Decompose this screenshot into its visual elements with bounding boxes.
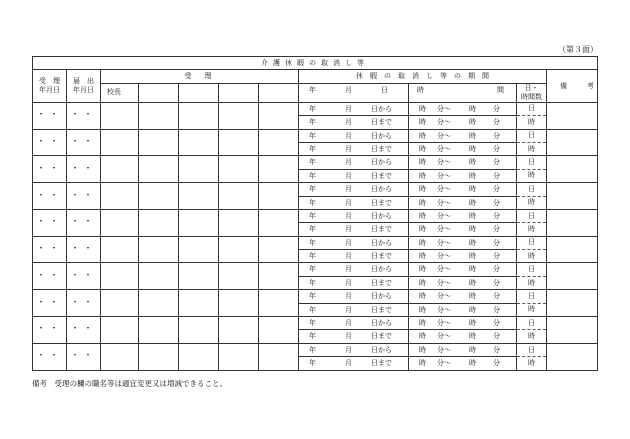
period-time-to: 時 分～ 時 分 xyxy=(409,250,517,263)
period-date-from: 年 月 日から xyxy=(299,183,409,196)
period-date-to: 年 月 日まで xyxy=(299,196,409,209)
period-date-to: 年 月 日まで xyxy=(299,169,409,182)
receipt-date-header: 受 理 年月日 xyxy=(33,70,67,102)
remarks-cell[interactable] xyxy=(547,317,598,344)
record-row-from xyxy=(33,183,598,196)
period-date-from: 年 月 日から xyxy=(299,156,409,169)
receipt-date-cell[interactable]: ・・ xyxy=(33,102,67,129)
receipt-blank-3 xyxy=(219,83,259,102)
receipt-cell-3[interactable] xyxy=(219,156,259,183)
period-date-from: 年 月 日から xyxy=(299,236,409,249)
principal-cell[interactable] xyxy=(101,343,139,370)
principal-cell[interactable] xyxy=(101,156,139,183)
period-time-to: 時 分～ 時 分 xyxy=(409,357,517,370)
remarks-cell[interactable] xyxy=(547,263,598,290)
period-time-from: 時 分～ 時 分 xyxy=(409,263,517,276)
period-date-from: 年 月 日から xyxy=(299,102,409,115)
period-date-to: 年 月 日まで xyxy=(299,357,409,370)
receipt-cell-3[interactable] xyxy=(219,263,259,290)
receipt-cell-3[interactable] xyxy=(219,129,259,156)
period-date-from: 年 月 日から xyxy=(299,343,409,356)
period-time-to: 時 分～ 時 分 xyxy=(409,330,517,343)
hours-cell[interactable]: 時 xyxy=(517,142,547,155)
receipt-cell-2[interactable] xyxy=(179,183,219,210)
receipt-cell-1[interactable] xyxy=(139,317,179,344)
period-time-to: 時 分～ 時 分 xyxy=(409,142,517,155)
receipt-cell-1[interactable] xyxy=(139,263,179,290)
receipt-cell-1[interactable] xyxy=(139,236,179,263)
receipt-cell-3[interactable] xyxy=(219,209,259,236)
days-cell[interactable]: 日 xyxy=(517,102,547,115)
filing-date-cell[interactable]: ・・ xyxy=(67,102,101,129)
principal-header: 校長 xyxy=(101,83,139,102)
hours-cell[interactable]: 時 xyxy=(517,223,547,236)
period-date-from: 年 月 日から xyxy=(299,129,409,142)
receipt-cell-2[interactable] xyxy=(179,263,219,290)
days-cell[interactable]: 日 xyxy=(517,156,547,169)
period-date-from: 年 月 日から xyxy=(299,263,409,276)
receipt-date-cell[interactable]: ・・ xyxy=(33,156,67,183)
period-date-to: 年 月 日まで xyxy=(299,276,409,289)
receipt-cell-2[interactable] xyxy=(179,156,219,183)
receipt-cell-2[interactable] xyxy=(179,129,219,156)
period-time-from: 時 分～ 時 分 xyxy=(409,183,517,196)
form-sheet xyxy=(32,56,597,371)
record-row-from xyxy=(33,317,598,330)
period-time-to: 時 分～ 時 分 xyxy=(409,276,517,289)
period-time-from: 時 分～ 時 分 xyxy=(409,129,517,142)
receipt-date-cell[interactable]: ・・ xyxy=(33,343,67,370)
period-time-from: 時 分～ 時 分 xyxy=(409,156,517,169)
principal-cell[interactable] xyxy=(101,209,139,236)
hours-cell[interactable]: 時 xyxy=(517,330,547,343)
period-time-from: 時 分～ 時 分 xyxy=(409,290,517,303)
receipt-blank-1 xyxy=(139,83,179,102)
remarks-cell[interactable] xyxy=(547,209,598,236)
principal-cell[interactable] xyxy=(101,290,139,317)
page-number: （第３面） xyxy=(558,45,598,54)
receipt-cell-1[interactable] xyxy=(139,129,179,156)
receipt-cell-4[interactable] xyxy=(259,209,299,236)
principal-cell[interactable] xyxy=(101,129,139,156)
period-time-from: 時 分～ 時 分 xyxy=(409,317,517,330)
period-time-to: 時 分～ 時 分 xyxy=(409,303,517,316)
remarks-cell[interactable] xyxy=(547,290,598,317)
receipt-cell-4[interactable] xyxy=(259,102,299,129)
filing-date-cell[interactable]: ・・ xyxy=(67,236,101,263)
receipt-cell-1[interactable] xyxy=(139,343,179,370)
filing-date-cell[interactable]: ・・ xyxy=(67,129,101,156)
period-time-to: 時 分～ 時 分 xyxy=(409,223,517,236)
period-time-from: 時 分～ 時 分 xyxy=(409,236,517,249)
remarks-cell[interactable] xyxy=(547,156,598,183)
days-cell[interactable]: 日 xyxy=(517,129,547,142)
remarks-cell[interactable] xyxy=(547,129,598,156)
record-row-from xyxy=(33,156,598,169)
period-time-from: 時 分～ 時 分 xyxy=(409,343,517,356)
receipt-cell-4[interactable] xyxy=(259,129,299,156)
record-row-from xyxy=(33,129,598,142)
principal-cell[interactable] xyxy=(101,183,139,210)
hours-cell[interactable]: 時 xyxy=(517,116,547,129)
footnote: 備考 受理の欄の職名等は適宜変更又は増減できること。 xyxy=(32,379,227,388)
hours-cell[interactable]: 時 xyxy=(517,169,547,182)
principal-cell[interactable] xyxy=(101,263,139,290)
remarks-cell[interactable] xyxy=(547,102,598,129)
period-time-to: 時 分～ 時 分 xyxy=(409,196,517,209)
receipt-date-cell[interactable]: ・・ xyxy=(33,129,67,156)
period-date-from: 年 月 日から xyxy=(299,317,409,330)
hours-cell[interactable]: 時 xyxy=(517,250,547,263)
receipt-blank-2 xyxy=(179,83,219,102)
remarks-cell[interactable] xyxy=(547,343,598,370)
hours-cell[interactable]: 時 xyxy=(517,196,547,209)
receipt-cell-2[interactable] xyxy=(179,317,219,344)
period-time-header: 時 間 xyxy=(409,83,517,102)
period-group-header: 休 暇 の 取 消 し 等 の 期 間 xyxy=(299,70,547,83)
period-date-to: 年 月 日まで xyxy=(299,250,409,263)
filing-date-cell[interactable]: ・・ xyxy=(67,183,101,210)
record-row-from xyxy=(33,290,598,303)
receipt-date-cell[interactable]: ・・ xyxy=(33,183,67,210)
receipt-cell-4[interactable] xyxy=(259,183,299,210)
principal-cell[interactable] xyxy=(101,317,139,344)
receipt-cell-4[interactable] xyxy=(259,317,299,344)
days-cell[interactable]: 日 xyxy=(517,343,547,356)
period-time-to: 時 分～ 時 分 xyxy=(409,116,517,129)
receipt-cell-2[interactable] xyxy=(179,290,219,317)
filing-date-cell[interactable]: ・・ xyxy=(67,263,101,290)
receipt-cell-2[interactable] xyxy=(179,102,219,129)
receipt-cell-1[interactable] xyxy=(139,156,179,183)
receipt-cell-2[interactable] xyxy=(179,209,219,236)
receipt-cell-3[interactable] xyxy=(219,102,259,129)
receipt-cell-3[interactable] xyxy=(219,290,259,317)
receipt-cell-4[interactable] xyxy=(259,263,299,290)
days-hours-header: 日・ 時間数 xyxy=(517,83,547,102)
remarks-cell[interactable] xyxy=(547,183,598,210)
period-date-from: 年 月 日から xyxy=(299,290,409,303)
receipt-date-cell[interactable]: ・・ xyxy=(33,263,67,290)
receipt-cell-3[interactable] xyxy=(219,183,259,210)
receipt-cell-4[interactable] xyxy=(259,343,299,370)
remarks-cell[interactable] xyxy=(547,236,598,263)
receipt-cell-1[interactable] xyxy=(139,183,179,210)
days-cell[interactable]: 日 xyxy=(517,183,547,196)
record-row-from xyxy=(33,209,598,222)
period-date-to: 年 月 日まで xyxy=(299,223,409,236)
period-date-to: 年 月 日まで xyxy=(299,142,409,155)
receipt-group-header: 受 理 xyxy=(101,70,299,83)
days-cell[interactable]: 日 xyxy=(517,236,547,249)
receipt-cell-1[interactable] xyxy=(139,209,179,236)
record-row-from xyxy=(33,102,598,115)
period-time-from: 時 分～ 時 分 xyxy=(409,102,517,115)
receipt-cell-4[interactable] xyxy=(259,236,299,263)
period-date-to: 年 月 日まで xyxy=(299,303,409,316)
receipt-cell-1[interactable] xyxy=(139,290,179,317)
receipt-date-cell[interactable]: ・・ xyxy=(33,317,67,344)
record-row-from xyxy=(33,236,598,249)
receipt-date-cell[interactable]: ・・ xyxy=(33,236,67,263)
period-date-to: 年 月 日まで xyxy=(299,330,409,343)
principal-cell[interactable] xyxy=(101,236,139,263)
hours-cell[interactable]: 時 xyxy=(517,276,547,289)
filing-date-cell[interactable]: ・・ xyxy=(67,317,101,344)
filing-date-cell[interactable]: ・・ xyxy=(67,156,101,183)
hours-cell[interactable]: 時 xyxy=(517,303,547,316)
receipt-cell-1[interactable] xyxy=(139,102,179,129)
filing-date-header: 届 出 年月日 xyxy=(67,70,101,102)
cancellation-table xyxy=(32,56,598,371)
period-date-from: 年 月 日から xyxy=(299,209,409,222)
record-row-from xyxy=(33,343,598,356)
receipt-cell-4[interactable] xyxy=(259,156,299,183)
receipt-cell-3[interactable] xyxy=(219,343,259,370)
principal-cell[interactable] xyxy=(101,102,139,129)
receipt-date-cell[interactable]: ・・ xyxy=(33,290,67,317)
receipt-blank-4 xyxy=(259,83,299,102)
period-time-from: 時 分～ 時 分 xyxy=(409,209,517,222)
table-caption: 介護休暇の取消し等 xyxy=(33,57,598,70)
hours-cell[interactable]: 時 xyxy=(517,357,547,370)
period-date-header: 年 月 日 xyxy=(299,83,409,102)
filing-date-cell[interactable]: ・・ xyxy=(67,209,101,236)
filing-date-cell[interactable]: ・・ xyxy=(67,290,101,317)
days-cell[interactable]: 日 xyxy=(517,317,547,330)
receipt-cell-4[interactable] xyxy=(259,290,299,317)
receipt-cell-2[interactable] xyxy=(179,236,219,263)
receipt-date-cell[interactable]: ・・ xyxy=(33,209,67,236)
days-cell[interactable]: 日 xyxy=(517,209,547,222)
period-date-to: 年 月 日まで xyxy=(299,116,409,129)
receipt-cell-3[interactable] xyxy=(219,317,259,344)
remarks-header: 備 考 xyxy=(547,70,598,102)
days-cell[interactable]: 日 xyxy=(517,290,547,303)
filing-date-cell[interactable]: ・・ xyxy=(67,343,101,370)
days-cell[interactable]: 日 xyxy=(517,263,547,276)
receipt-cell-3[interactable] xyxy=(219,236,259,263)
receipt-cell-2[interactable] xyxy=(179,343,219,370)
period-time-to: 時 分～ 時 分 xyxy=(409,169,517,182)
record-row-from xyxy=(33,263,598,276)
